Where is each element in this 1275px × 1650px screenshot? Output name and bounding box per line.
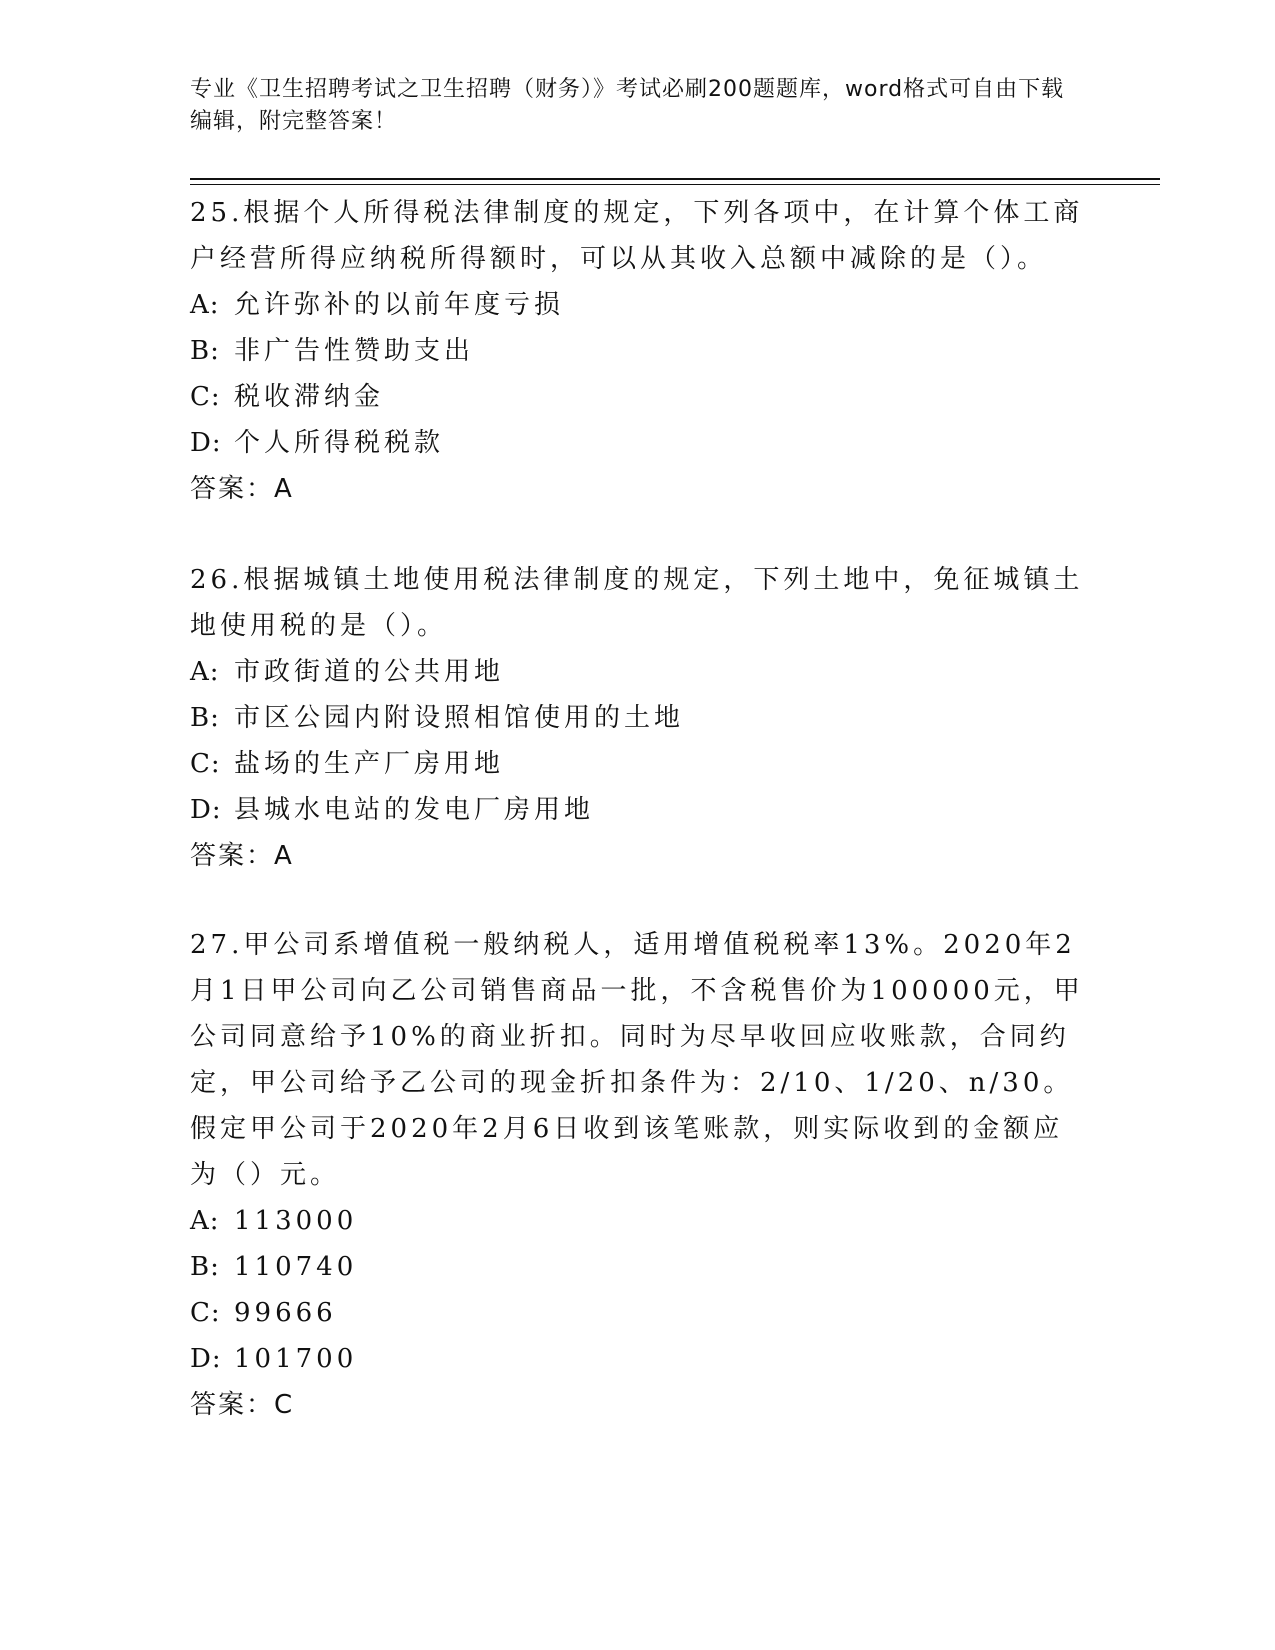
option-text: 税收滞纳金 xyxy=(234,382,385,412)
answer-label: 答案：A xyxy=(190,474,294,504)
option-text: 99666 xyxy=(234,1298,337,1328)
question-26 xyxy=(190,557,1090,879)
option-text: 110740 xyxy=(234,1252,358,1282)
question-25 xyxy=(190,190,1090,512)
question-27 xyxy=(190,922,1090,1428)
option-c xyxy=(190,374,1090,420)
option-letter: D: xyxy=(190,795,222,825)
option-b xyxy=(190,1244,1090,1290)
option-letter: D: xyxy=(190,1344,222,1374)
option-letter: B: xyxy=(190,703,220,733)
option-letter: A: xyxy=(190,1206,220,1236)
option-d xyxy=(190,787,1090,833)
question-stem: 27.甲公司系增值税一般纳税人，适用增值税税率13%。2020年2月1日甲公司向乙公司销售商品一批，不含税售价为100000元，甲公司同意给予10%的商业折扣。同时为尽早收回应收账款，合同约定，甲公司给予乙公司的现金折扣条件为：2/10、1/20、n/30。假定甲公司于2020年2月6日收到该笔账款，则实际收到的金额应为（）元。 xyxy=(190,930,1084,1190)
question-stem: 25.根据个人所得税法律制度的规定，下列各项中，在计算个体工商户经营所得应纳税所得额时，可以从其收入总额中减除的是（）。 xyxy=(190,198,1084,274)
option-a xyxy=(190,649,1090,695)
option-a xyxy=(190,282,1090,328)
option-c xyxy=(190,1290,1090,1336)
option-letter: B: xyxy=(190,336,220,366)
question-stem: 26.根据城镇土地使用税法律制度的规定，下列土地中，免征城镇土地使用税的是（）。 xyxy=(190,565,1084,641)
option-text: 非广告性赞助支出 xyxy=(234,336,475,366)
header-divider-thin xyxy=(190,184,1160,185)
option-text: 101700 xyxy=(234,1344,358,1374)
option-letter: D: xyxy=(190,428,222,458)
option-letter: C: xyxy=(190,749,221,779)
option-text: 市区公园内附设照相馆使用的土地 xyxy=(234,703,685,733)
option-text: 允许弥补的以前年度亏损 xyxy=(234,290,565,320)
option-letter: B: xyxy=(190,1252,220,1282)
option-d xyxy=(190,1336,1090,1382)
option-text: 盐场的生产厂房用地 xyxy=(234,749,505,779)
option-letter: C: xyxy=(190,382,221,412)
answer-label: 答案：A xyxy=(190,841,294,871)
answer-label: 答案：C xyxy=(190,1390,295,1420)
option-text: 县城水电站的发电厂房用地 xyxy=(234,795,595,825)
option-text: 113000 xyxy=(234,1206,358,1236)
option-letter: A: xyxy=(190,290,220,320)
option-text: 个人所得税税款 xyxy=(234,428,445,458)
option-b xyxy=(190,695,1090,741)
option-letter: A: xyxy=(190,657,220,687)
option-a xyxy=(190,1198,1090,1244)
option-d xyxy=(190,420,1090,466)
option-c xyxy=(190,741,1090,787)
option-b xyxy=(190,328,1090,374)
option-letter: C: xyxy=(190,1298,221,1328)
option-text: 市政街道的公共用地 xyxy=(234,657,505,687)
document-header: 专业《卫生招聘考试之卫生招聘（财务）》考试必刷200题题库，word格式可自由下载编辑，附完整答案！ xyxy=(190,77,1065,134)
header-divider xyxy=(190,178,1160,180)
